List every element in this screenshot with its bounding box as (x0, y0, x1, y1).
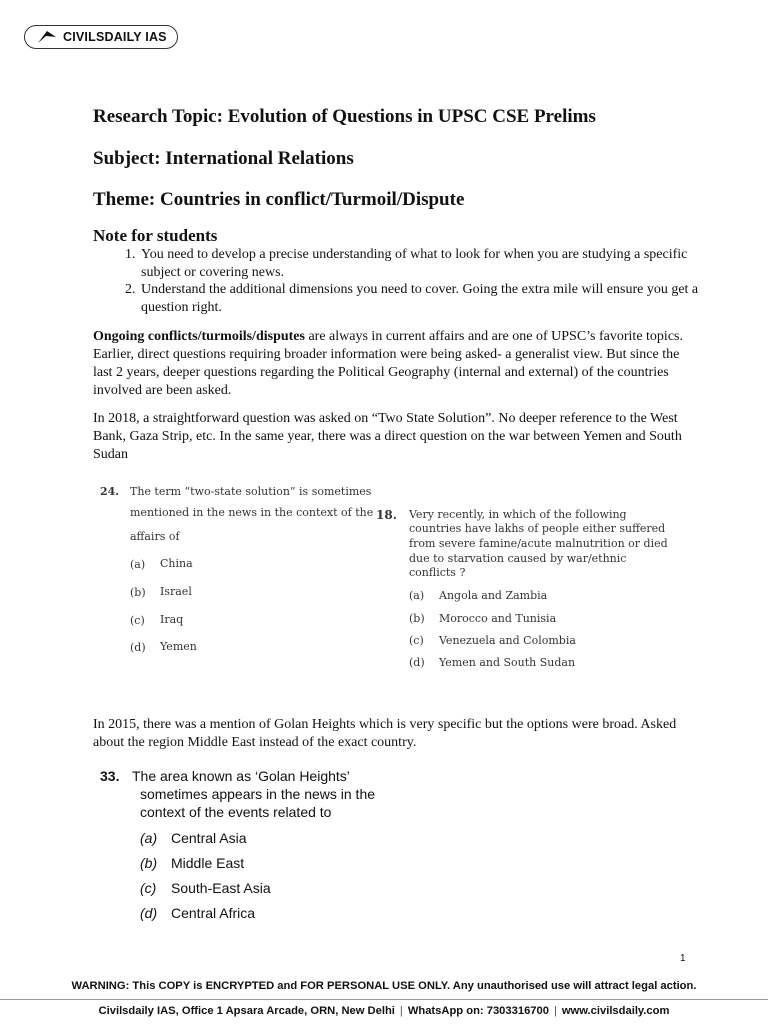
question-24-line: mentioned in the news in the context of the (130, 506, 374, 519)
question-18-number: 18. (376, 508, 397, 522)
question-24-option-b-label: (b) (130, 586, 146, 599)
question-24-line: affairs of (130, 530, 180, 543)
question-18-option-c: Venezuela and Colombia (439, 634, 576, 647)
question-18-option-d-label: (d) (409, 656, 425, 669)
question-33-option-c-label: (c) (140, 880, 157, 896)
question-18-option-c-label: (c) (409, 634, 424, 647)
question-18-option-a-label: (a) (409, 589, 425, 602)
question-33-number: 33. (100, 768, 120, 784)
question-24-number: 24. (100, 485, 120, 498)
logo (24, 25, 178, 49)
question-24-option-c: Iraq (160, 613, 184, 626)
footer-whatsapp: WhatsApp on: 7303316700 (407, 1005, 549, 1017)
note-heading: Note for students (93, 226, 218, 245)
note-item-1: 1. You need to develop a precise understanding of what to look for when you are studying a specific subject or covering news. (139, 246, 719, 281)
golan-heights-paragraph: In 2015, there was a mention of Golan Heights which is very specific but the options were broad. Asked about the region Middle East instead of the exact country. (93, 717, 677, 750)
question-33-option-b: Middle East (171, 855, 245, 871)
research-topic-title: Research Topic: Evolution of Questions in UPSC CSE Prelims (93, 106, 596, 127)
page-number: 1 (680, 953, 686, 964)
question-24-option-a: China (160, 557, 193, 570)
question-33-option-d-label: (d) (140, 905, 158, 921)
note-item-2: 2. Understand the additional dimensions you need to cover. Going the extra mile will ensure you get a question right. (139, 281, 719, 316)
question-24-option-a-label: (a) (130, 558, 146, 571)
question-24-option-c-label: (c) (130, 614, 145, 627)
footer-separator: | (553, 1005, 557, 1017)
question-33-option-c: South-East Asia (171, 880, 271, 896)
question-33-option-b-label: (b) (140, 855, 158, 871)
theme-title: Theme: Countries in conflict/Turmoil/Dispute (93, 189, 465, 210)
question-18-option-d: Yemen and South Sudan (439, 656, 576, 669)
question-18-line: due to starvation caused by war/ethnic (409, 552, 627, 565)
question-33-option-a: Central Asia (171, 830, 247, 846)
footer-address: Civilsdaily IAS, Office 1 Apsara Arcade, ORN, New Delhi (98, 1005, 395, 1017)
conflicts-paragraph (93, 328, 683, 400)
subject-title: Subject: International Relations (93, 148, 354, 169)
question-18-line: countries have lakhs of people either suffered (409, 522, 666, 535)
question-33-line: The area known as ‘Golan Heights’ (132, 768, 350, 784)
question-33-option-d: Central Africa (171, 905, 256, 921)
question-24-option-b: Israel (160, 585, 192, 598)
question-18-line: conflicts ? (409, 566, 466, 579)
footer-divider (0, 999, 768, 1000)
question-24-option-d: Yemen (160, 640, 197, 653)
question-24-line: The term “two-state solution” is sometimes (130, 485, 372, 498)
question-18-line: from severe famine/acute malnutrition or died (409, 537, 668, 550)
question-24-option-d-label: (d) (130, 641, 146, 654)
question-33-line: context of the events related to (140, 804, 332, 820)
question-18-option-b: Morocco and Tunisia (439, 612, 557, 625)
logo-text: CIVILSDAILY IAS (63, 30, 167, 44)
note-list (93, 246, 719, 316)
question-33-option-a-label: (a) (140, 830, 158, 846)
footer-separator: | (399, 1005, 403, 1017)
conflicts-paragraph-text: are always in current affairs and are one of UPSC’s favorite topics. Earlier, direct questions requiring broader information were being asked- a generalist view. But since the last 2 years, deeper questions regarding the Political Geography (internal and external) of the countries involved are been asked. (93, 329, 683, 398)
encryption-warning: WARNING: This COPY is ENCRYPTED and FOR PERSONAL USE ONLY. Any unauthorised use will attract legal action. (71, 980, 697, 992)
conflicts-bold-lead: Ongoing conflicts/turmoils/disputes (93, 329, 305, 344)
question-33-line: sometimes appears in the news in the (140, 786, 376, 802)
two-state-paragraph: In 2018, a straightforward question was asked on “Two State Solution”. No deeper reference to the West Bank, Gaza Strip, etc. In the same year, there was a direct question on the war between Yemen and South Sudan (93, 411, 682, 462)
question-18-line: Very recently, in which of the following (409, 508, 627, 521)
footer-contact (0, 1005, 768, 1017)
question-18-option-b-label: (b) (409, 612, 425, 625)
logo-arrow-icon (37, 30, 57, 44)
question-18-option-a: Angola and Zambia (439, 589, 548, 602)
footer-website: www.civilsdaily.com (561, 1005, 670, 1017)
